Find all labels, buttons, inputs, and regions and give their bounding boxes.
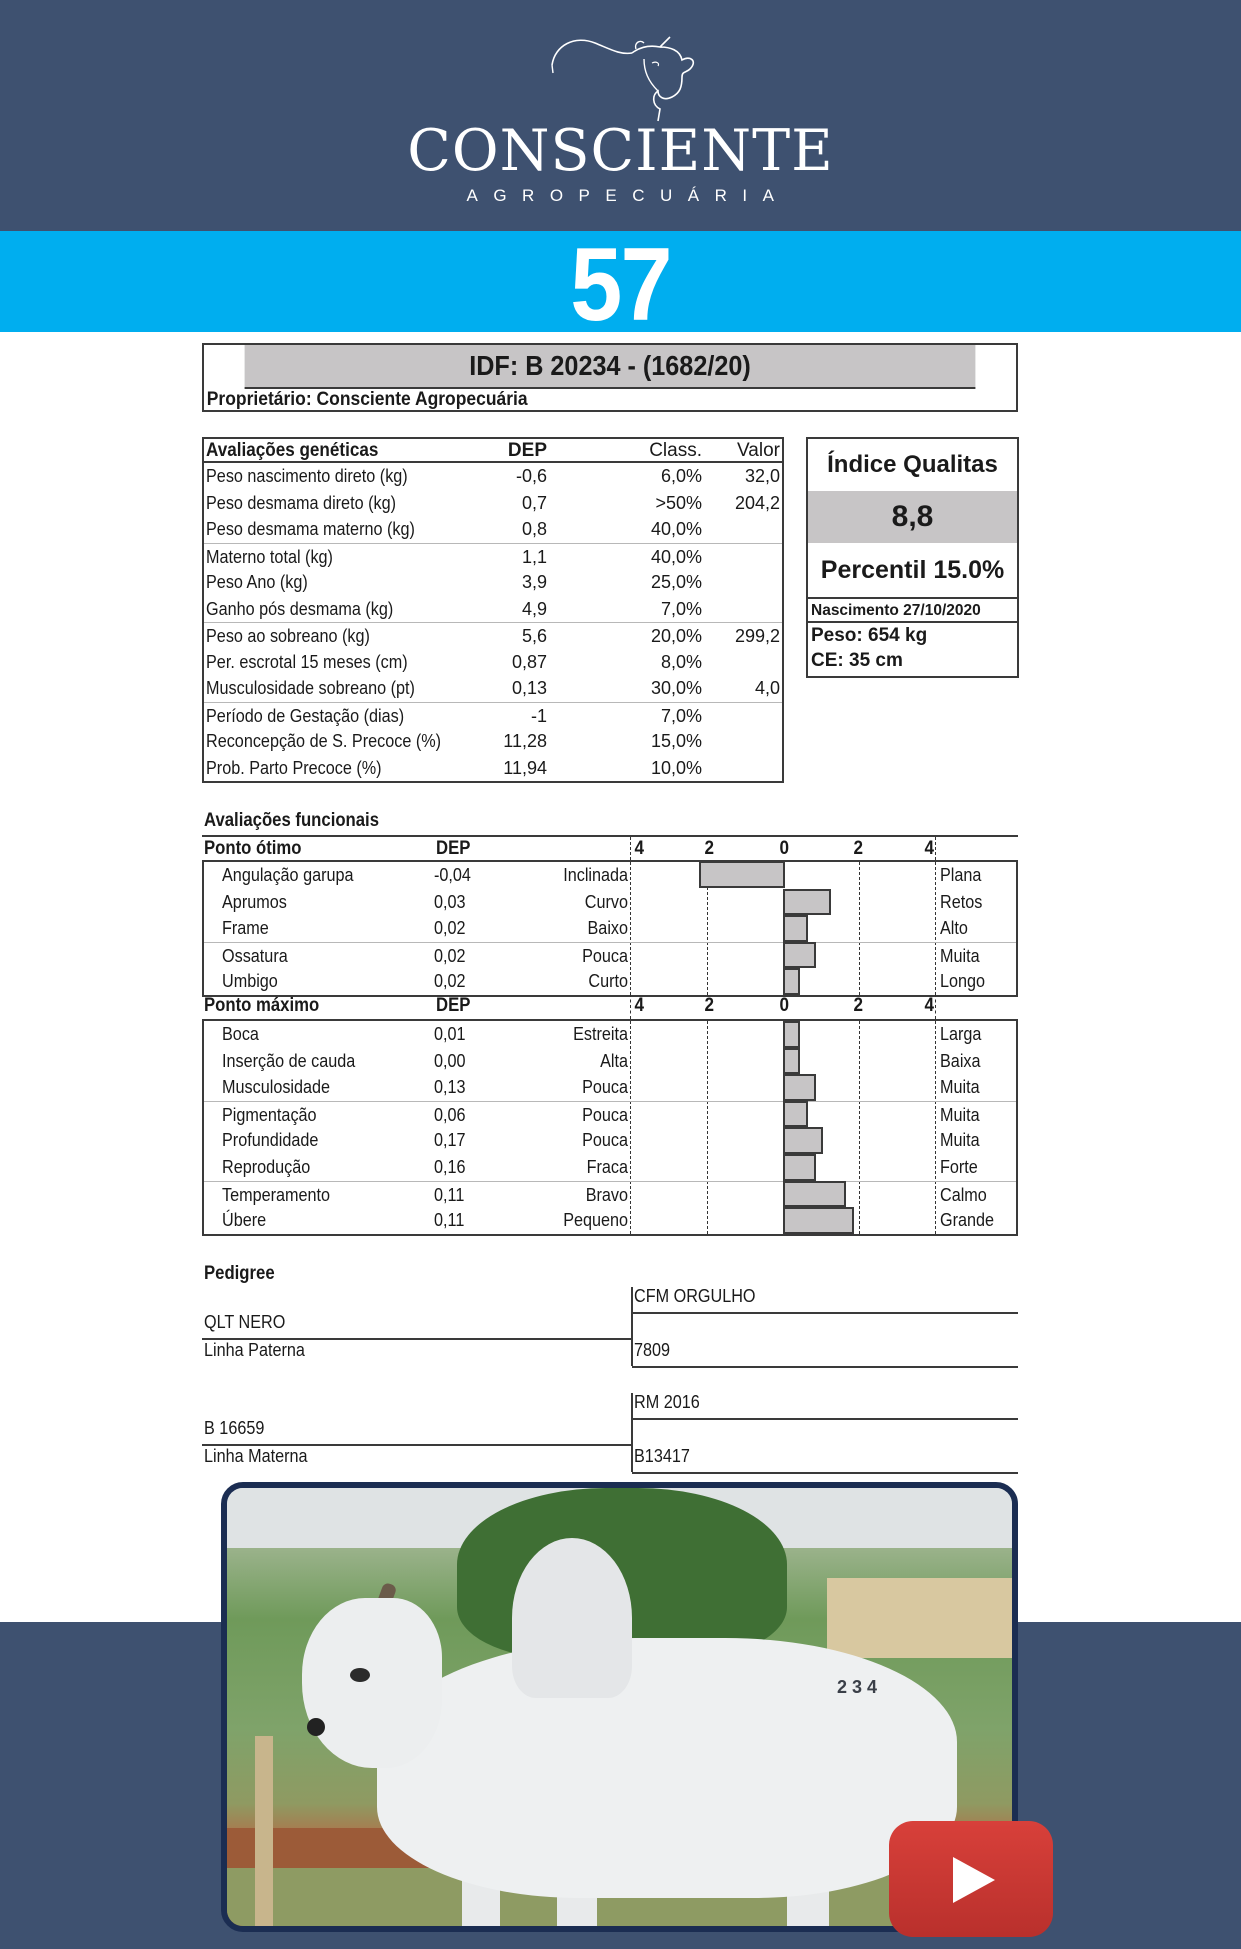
trait-dep: 0,16 [434,1156,466,1177]
sire-dam: 7809 [634,1340,671,1360]
functional-box [202,1021,1018,1236]
row-class: 15,0% [650,731,702,751]
row-dep: -1 [530,705,547,726]
trait-bar [783,968,800,995]
trait-bar [783,889,831,916]
trait-name: Pigmentação [222,1104,317,1125]
trait-bar [783,1154,816,1181]
dam-dam: B13417 [634,1446,690,1466]
table-row [204,463,782,490]
trait-bar [783,1101,808,1128]
bull-nose [307,1718,325,1736]
axis-tick: 4 [634,995,645,1016]
trait-high-label: Baixa [940,1050,981,1071]
trait-bar [783,942,816,969]
trait-low-label: Inclinada [563,865,628,885]
trait-low-label: Pouca [582,1104,628,1125]
trait-name: Aprumos [222,891,287,912]
bull-brand-marking: 2 3 4 [837,1677,878,1697]
trait-dep: 0,13 [434,1077,466,1098]
group-header [202,994,1018,1021]
trait-name: Reprodução [222,1156,311,1177]
weight: Peso: 654 kg [811,625,928,646]
dam-name: B 16659 [204,1418,265,1438]
axis-tick: 2 [853,995,864,1016]
table-row [204,702,782,729]
trait-dep: 0,03 [434,891,466,912]
trait-bar [783,1048,800,1075]
functional-group-maximum [202,994,1018,1236]
axis-tick: 0 [779,838,790,859]
axis-tick: 2 [704,838,715,859]
trait-high-label: Alto [940,918,968,939]
bull-head-logo-icon [540,25,705,125]
header-name: Avaliações genéticas [206,440,379,461]
row-name: Musculosidade sobreano (pt) [206,678,415,698]
trait-high-label: Muita [940,1130,980,1151]
trait-name: Inserção de cauda [222,1050,356,1071]
trait-dep: 0,01 [434,1024,466,1044]
paternal-line-label: Linha Paterna [204,1340,305,1360]
row-name: Materno total (kg) [206,546,333,567]
trait-high-label: Forte [940,1156,978,1177]
row-name: Reconcepção de S. Precoce (%) [206,731,442,751]
row-dep: 1,1 [521,546,547,567]
header-class: Class. [649,440,702,461]
row-class: 8,0% [660,651,702,672]
qualitas-score: 8,8 [808,491,1017,543]
gridline [630,994,631,1019]
functional-title: Avaliações funcionais [204,810,380,831]
animal-idf: IDF: B 20234 - (1682/20) [245,345,976,389]
group-header [202,835,1018,862]
genetic-evaluations-table [202,437,784,783]
bull-head [302,1598,442,1768]
trait-high-label: Plana [940,865,982,885]
functional-box [202,862,1018,997]
scrotal-circumference: CE: 35 cm [811,650,903,671]
trait-row [204,1048,1016,1075]
trait-name: Angulação garupa [222,865,354,885]
row-value: 32,0 [744,466,780,486]
row-name: Ganho pós desmama (kg) [206,598,394,619]
trait-name: Profundidade [222,1130,319,1151]
dam-sire: RM 2016 [634,1392,700,1412]
trait-high-label: Muita [940,1077,980,1098]
row-class: >50% [655,492,702,513]
axis-tick: 2 [853,838,864,859]
table-row [204,543,782,570]
axis-tick: 4 [924,838,935,859]
dep-header: DEP [436,838,471,859]
trait-name: Temperamento [222,1184,331,1205]
table-row [204,490,782,517]
axis-tick: 2 [704,995,715,1016]
row-class: 40,0% [650,546,702,567]
row-class: 25,0% [650,572,702,592]
pedigree-line [632,1472,1018,1474]
maternal-line-label: Linha Materna [204,1446,308,1466]
group-title: Ponto ótimo [204,838,302,859]
pedigree-line [632,1312,1018,1314]
row-class: 10,0% [650,757,702,778]
table-row [204,675,782,702]
row-class: 6,0% [660,466,702,486]
header-value: Valor [737,440,780,461]
trait-dep: 0,11 [434,1184,465,1205]
row-dep: 4,9 [521,598,547,619]
table-header [204,439,782,463]
trait-dep: 0,02 [434,971,466,992]
animal-owner: Proprietário: Consciente Agropecuária [206,389,528,410]
row-value: 4,0 [754,678,780,698]
trait-bar [783,1074,816,1101]
trait-name: Umbigo [222,971,278,992]
trait-low-label: Fraca [586,1156,628,1177]
pedigree-connector [631,1393,633,1472]
row-dep: 0,13 [511,678,547,698]
trait-dep: 0,02 [434,945,466,966]
sire-name: QLT NERO [204,1312,286,1332]
trait-high-label: Muita [940,945,980,966]
trait-row [204,889,1016,916]
row-dep: -0,6 [515,466,547,486]
photo-field [827,1578,1017,1658]
trait-bar [783,915,808,942]
functional-group-optimal [202,835,1018,997]
trait-bar [783,1127,823,1154]
trait-row [204,968,1016,995]
brand-name: CONSCIENTE [407,118,834,184]
row-class: 30,0% [650,678,702,698]
trait-dep: 0,02 [434,918,466,939]
row-dep: 0,8 [521,519,547,539]
row-class: 40,0% [650,519,702,539]
gridline [935,837,936,860]
row-name: Prob. Parto Precoce (%) [206,757,382,778]
trait-low-label: Pouca [582,1130,628,1151]
play-video-button[interactable] [889,1821,1053,1937]
group-title: Ponto máximo [204,995,320,1016]
row-name: Período de Gestação (dias) [206,705,405,726]
table-row [204,596,782,623]
trait-high-label: Longo [940,971,986,992]
table-row [204,755,782,782]
trait-row [204,862,1016,889]
trait-row [204,1181,1016,1208]
trait-low-label: Curto [588,971,628,992]
table-row [204,516,782,543]
trait-bar [783,1181,846,1208]
trait-name: Musculosidade [222,1077,331,1098]
trait-row [204,915,1016,942]
trait-low-label: Bravo [585,1184,628,1205]
pedigree-title: Pedigree [204,1263,275,1284]
qualitas-index-box [806,437,1019,678]
gridline [935,994,936,1019]
row-class: 7,0% [660,705,702,726]
trait-high-label: Grande [940,1210,995,1231]
axis-tick: 4 [634,838,645,859]
trait-name: Boca [222,1024,259,1044]
bull-hump [512,1538,632,1698]
trait-low-label: Curvo [584,891,628,912]
trait-bar [699,861,785,888]
header-dep: DEP [507,440,547,461]
trait-row [204,1154,1016,1181]
trait-dep: 0,06 [434,1104,466,1125]
trait-dep: 0,11 [434,1210,465,1231]
trait-row [204,1101,1016,1128]
brand-subtitle: AGROPECUÁRIA [466,186,790,205]
trait-name: Úbere [222,1210,267,1231]
trait-row [204,1127,1016,1154]
trait-low-label: Alta [600,1050,628,1071]
trait-row [204,1207,1016,1234]
birth-date: Nascimento 27/10/2020 [808,597,1017,623]
dep-header: DEP [436,995,471,1016]
row-name: Peso desmama direto (kg) [206,492,396,513]
sire-sire: CFM ORGULHO [634,1286,756,1306]
trait-name: Ossatura [222,945,288,966]
trait-dep: 0,17 [434,1130,466,1151]
gridline [630,837,631,860]
qualitas-percentile: Percentil 15.0% [820,556,1005,584]
trait-bar [783,1021,800,1048]
row-value: 299,2 [734,626,780,646]
axis-tick: 0 [779,995,790,1016]
row-dep: 5,6 [521,626,547,646]
trait-bar [783,1207,854,1234]
trait-row [204,942,1016,969]
play-icon [953,1857,995,1903]
axis-tick: 4 [924,995,935,1016]
trait-low-label: Pouca [582,1077,628,1098]
trait-high-label: Larga [940,1024,982,1044]
pedigree-line [632,1418,1018,1420]
row-class: 7,0% [660,598,702,619]
row-dep: 0,87 [511,651,547,672]
trait-name: Frame [222,918,269,939]
pedigree-line [632,1366,1018,1368]
table-row [204,622,782,649]
row-value: 204,2 [734,492,780,513]
trait-high-label: Muita [940,1104,980,1125]
row-dep: 3,9 [521,572,547,592]
row-name: Peso desmama materno (kg) [206,519,415,539]
bull-eye [350,1668,370,1682]
trait-low-label: Pequeno [563,1210,628,1231]
row-dep: 0,7 [521,492,547,513]
trait-row [204,1074,1016,1101]
trait-dep: 0,00 [434,1050,466,1071]
table-row [204,569,782,596]
row-name: Peso ao sobreano (kg) [206,626,370,646]
row-name: Per. escrotal 15 meses (cm) [206,651,408,672]
row-class: 20,0% [650,626,702,646]
table-row [204,728,782,755]
trait-dep: -0,04 [434,865,471,885]
row-name: Peso nascimento direto (kg) [206,466,408,486]
row-dep: 11,94 [503,757,547,778]
trait-high-label: Retos [940,891,983,912]
lot-number: 57 [570,227,671,343]
row-name: Peso Ano (kg) [206,572,308,592]
trait-low-label: Baixo [587,918,628,939]
table-row [204,649,782,676]
fence-post [255,1736,273,1926]
trait-low-label: Pouca [582,945,628,966]
trait-high-label: Calmo [940,1184,987,1205]
qualitas-title: Índice Qualitas [827,451,998,478]
row-dep: 11,28 [503,731,547,751]
animal-id-box [202,343,1018,412]
pedigree-connector [631,1287,633,1366]
trait-row [204,1021,1016,1048]
trait-low-label: Estreita [573,1024,628,1044]
